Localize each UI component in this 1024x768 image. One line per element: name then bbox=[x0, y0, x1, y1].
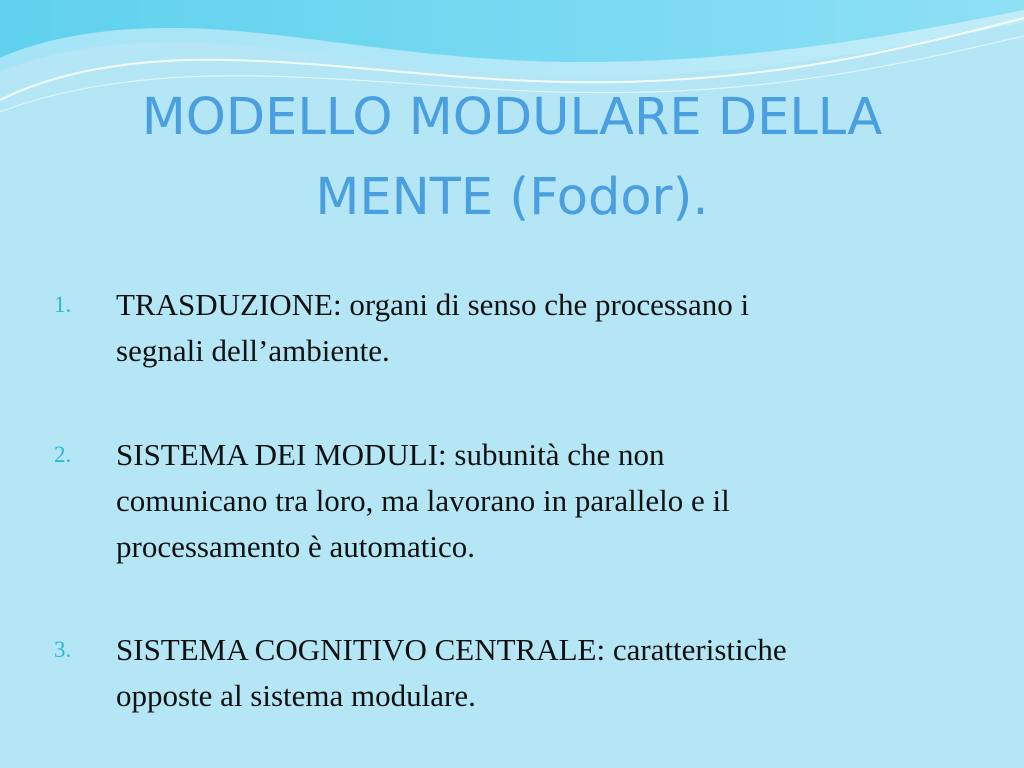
slide-title-line-1: MODELLO MODULARE DELLA bbox=[141, 88, 883, 147]
list-item-line: processamento è automatico. bbox=[116, 529, 475, 564]
list-item-text bbox=[116, 282, 956, 374]
slide-title bbox=[40, 78, 984, 238]
list-item-line: TRASDUZIONE: organi di senso che processano i bbox=[116, 287, 750, 322]
list-item-line: SISTEMA COGNITIVO CENTRALE: caratteristiche bbox=[116, 632, 787, 667]
slide-title-line-2: MENTE (Fodor). bbox=[315, 168, 709, 227]
list-item-text bbox=[116, 627, 956, 719]
list-item-line: opposte al sistema modulare. bbox=[116, 678, 476, 713]
list-item-text bbox=[116, 432, 956, 570]
list-item-line: SISTEMA DEI MODULI: subunità che non bbox=[116, 437, 665, 472]
list-item-line: comunicano tra loro, ma lavorano in parallelo e il bbox=[116, 483, 730, 518]
list-item-number: 2. bbox=[54, 442, 72, 467]
list-item-number: 3. bbox=[54, 637, 72, 662]
list-item-number: 1. bbox=[54, 292, 72, 317]
list-item-line: segnali dell’ambiente. bbox=[116, 333, 390, 368]
